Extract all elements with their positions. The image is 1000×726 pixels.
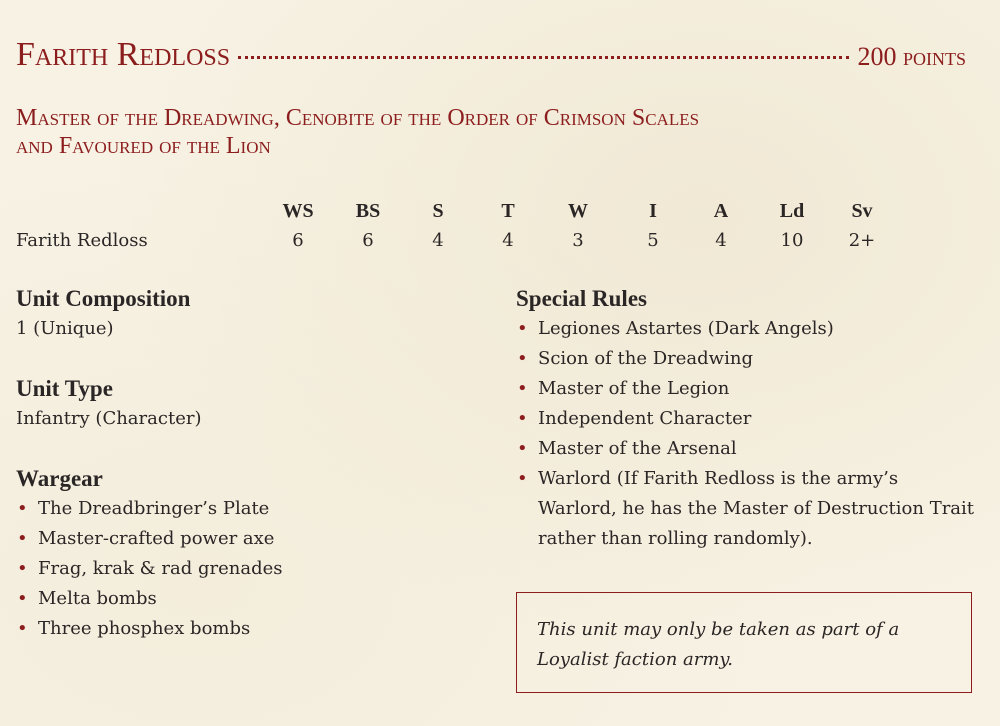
wargear-item (16, 524, 476, 554)
wargear-item (16, 494, 476, 524)
wargear-item (16, 554, 476, 584)
bullet-icon: • (517, 438, 528, 459)
subtitle-line-1: Master of the Dreadwing, Cenobite of the Order of Crimson Scales (16, 105, 700, 131)
wargear-list (16, 494, 476, 644)
stat-value-sv: 2+ (848, 230, 876, 251)
unit-composition-heading: Unit Composition (16, 286, 191, 311)
subtitle-line-2: and Favoured of the Lion (16, 133, 271, 159)
stat-header-a: A (713, 200, 729, 222)
wargear-item-label: Frag, krak & rad grenades (38, 558, 283, 579)
special-rule-item (516, 464, 976, 554)
bullet-icon: • (517, 408, 528, 429)
stat-header-ld: Ld (779, 200, 805, 222)
stat-value-t: 4 (502, 230, 514, 251)
unit-name: Farith Redloss (16, 36, 231, 73)
bullet-icon: • (517, 468, 528, 489)
profile-header-row (16, 196, 916, 226)
left-column (16, 284, 476, 644)
bullet-icon: • (17, 618, 28, 639)
profile-row-name: Farith Redloss (16, 230, 148, 251)
special-rule-item (516, 434, 976, 464)
special-rule-item (516, 404, 976, 434)
bullet-icon: • (17, 558, 28, 579)
wargear-item-label: Master-crafted power axe (38, 528, 275, 549)
stat-value-bs: 6 (362, 230, 374, 251)
special-rule-label: Warlord (If Farith Redloss is the army’s Warlord, he has the Master of Destruction Trait rather than rolling randomly). (538, 468, 975, 549)
special-rule-label: Master of the Arsenal (538, 438, 737, 459)
stat-header-bs: BS (355, 200, 381, 222)
special-rule-item (516, 314, 976, 344)
stat-header-i: I (649, 200, 657, 222)
stat-value-s: 4 (432, 230, 444, 251)
stat-value-a: 4 (715, 230, 727, 251)
special-rule-label: Scion of the Dreadwing (538, 348, 753, 369)
stat-header-ws: WS (282, 200, 314, 222)
special-rule-item (516, 344, 976, 374)
faction-note-box (516, 592, 972, 693)
wargear-item-label: Three phosphex bombs (38, 618, 251, 639)
stat-value-ld: 10 (780, 230, 804, 251)
special-rule-label: Independent Character (538, 408, 752, 429)
stat-value-w: 3 (572, 230, 584, 251)
faction-note-text: This unit may only be taken as part of a Loyalist faction army. (537, 619, 900, 670)
stat-header-w: W (568, 200, 588, 222)
unit-points: 200 points (857, 42, 966, 71)
unit-type-text: Infantry (Character) (16, 408, 202, 429)
bullet-icon: • (17, 498, 28, 519)
right-column (516, 284, 976, 554)
profile-table (16, 196, 916, 256)
unit-composition-text: 1 (Unique) (16, 318, 114, 339)
bullet-icon: • (517, 378, 528, 399)
special-rules-list (516, 314, 976, 554)
special-rule-item (516, 374, 976, 404)
unit-title-row (16, 36, 966, 74)
stat-value-i: 5 (647, 230, 659, 251)
stat-header-s: S (432, 200, 444, 222)
bullet-icon: • (17, 588, 28, 609)
profile-value-row (16, 226, 916, 256)
bullet-icon: • (517, 348, 528, 369)
bullet-icon: • (517, 318, 528, 339)
special-rule-label: Legiones Astartes (Dark Angels) (538, 318, 834, 339)
stat-header-sv: Sv (851, 200, 873, 222)
unit-type-heading: Unit Type (16, 376, 113, 401)
stat-value-ws: 6 (292, 230, 304, 251)
title-leader-dots (238, 56, 849, 59)
wargear-item (16, 584, 476, 614)
stat-header-t: T (501, 200, 515, 222)
wargear-item-label: Melta bombs (38, 588, 157, 609)
wargear-heading: Wargear (16, 466, 103, 491)
unit-subtitle (16, 104, 699, 160)
wargear-item (16, 614, 476, 644)
wargear-item-label: The Dreadbringer’s Plate (38, 498, 270, 519)
bullet-icon: • (17, 528, 28, 549)
special-rule-label: Master of the Legion (538, 378, 730, 399)
special-rules-heading: Special Rules (516, 286, 647, 311)
